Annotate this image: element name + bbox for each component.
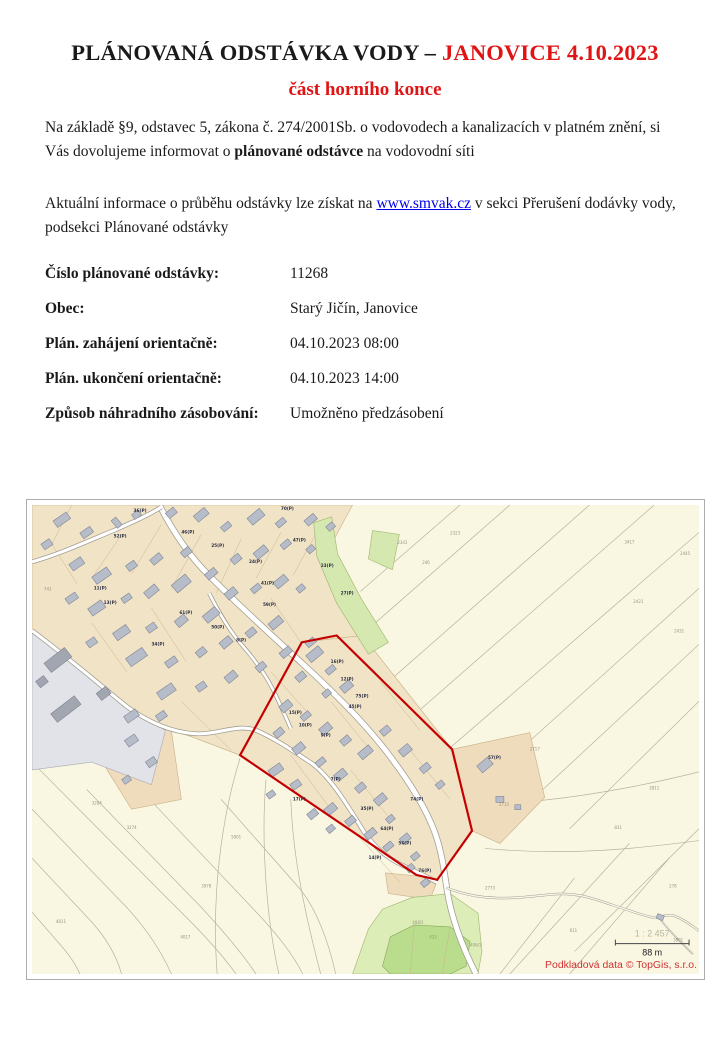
map-attribution: Podkladová data © TopGis, s.r.o.: [545, 960, 698, 972]
detail-value: 04.10.2023 14:00: [290, 370, 399, 387]
house-number-label: 8(P): [236, 638, 247, 644]
intro-text: Na základě §9, odstavec 5, zákona č. 274/2001Sb. o vodovodech a kanalizacích v platném znění, si Vás dovolujeme informovat o: [45, 119, 661, 160]
info-text: Aktuální informace o průběhu odstávky lze získat na: [45, 195, 377, 212]
house-number-label: 61(P): [179, 610, 193, 616]
house-number-label: 70(P): [280, 506, 294, 512]
detail-row-substitute-supply: [45, 403, 685, 424]
house-number-label: 13(P): [103, 601, 117, 607]
parcel-number-label: 4017: [180, 934, 191, 940]
info-text-after: v sekci Přerušení dodávky vody, podsekci Plánované odstávky: [45, 195, 676, 236]
outage-map: [26, 499, 705, 980]
detail-value: 11268: [290, 265, 329, 282]
detail-row-end: [45, 368, 685, 389]
house-number-label: 36(P): [133, 508, 147, 514]
house-number-label: 15(P): [288, 711, 302, 716]
detail-value: Umožněno předzásobení: [290, 405, 444, 422]
house-number-label: 16(P): [330, 659, 344, 665]
house-number-label: 23(P): [320, 563, 334, 569]
parcel-number-label: 3978: [201, 883, 212, 889]
house-number-label: 34(P): [151, 642, 165, 648]
parcel-number-label: 3417: [624, 539, 635, 545]
notice-document: [0, 40, 725, 424]
house-number-label: 12(P): [340, 677, 354, 683]
house-number-label: 75(P): [355, 694, 369, 700]
scale-ratio-label: 1 : 2 457: [634, 928, 670, 939]
info-paragraph: [45, 192, 685, 240]
parcel-number-label: 3801: [673, 937, 684, 943]
house-number-label: 46(P): [181, 530, 195, 536]
detail-label: Plán. ukončení orientačně:: [45, 370, 222, 387]
page-subtitle: část horního konce: [288, 79, 442, 100]
house-number-label: 7(P): [330, 777, 341, 783]
parcel-number-label: 2445: [680, 551, 691, 557]
intro-text-after: na vodovodní síti: [363, 143, 475, 160]
house-number-label: 35(P): [360, 807, 374, 813]
page-title: [45, 40, 685, 66]
parcel-number-label: 2323: [450, 530, 461, 536]
house-number-label: 10(P): [298, 723, 312, 729]
detail-row-start: [45, 333, 685, 354]
parcel-number-label: 3274: [126, 824, 137, 830]
parcel-number-label: 433: [429, 934, 437, 940]
parcel-number-label: 611: [569, 927, 578, 933]
parcel-number-label: 2717: [529, 746, 540, 752]
parcel-number-label: 2715: [498, 802, 510, 808]
house-number-label: 17(P): [292, 797, 306, 803]
house-number-label: 11(P): [93, 586, 107, 592]
smvak-link[interactable]: www.smvak.cz: [376, 195, 471, 212]
parcel-number-label: 2431: [674, 628, 685, 634]
house-number-label: 74(P): [410, 797, 424, 803]
house-number-label: 9(P): [320, 733, 331, 739]
intro-bold-phrase: plánované odstávce: [234, 143, 364, 160]
detail-label: Obec:: [45, 300, 85, 317]
cadastral-map-image: [32, 505, 699, 974]
house-number-label: 57(P): [487, 756, 501, 762]
outage-details: [45, 263, 685, 424]
parcel-number-label: 4811: [55, 919, 66, 924]
parcel-number-label: 3284: [91, 800, 102, 806]
parcel-number-label: 408/1: [412, 919, 424, 925]
parcel-number-label: 2421: [633, 599, 644, 605]
house-number-label: 52(P): [113, 534, 127, 540]
intro-paragraph: [45, 116, 685, 164]
house-number-label: 24(P): [249, 559, 263, 565]
building: [515, 805, 521, 810]
parcel-number-label: 278: [669, 883, 677, 889]
title-red-part: JANOVICE 4.10.2023: [441, 40, 659, 65]
scale-distance-label: 88 m: [642, 947, 663, 958]
house-number-label: 25(P): [211, 544, 225, 550]
house-number-label: 64(P): [380, 826, 394, 832]
detail-label: Plán. zahájení orientačně:: [45, 335, 218, 352]
parcel-number-label: 2773: [484, 885, 496, 891]
house-number-label: 76(P): [418, 868, 432, 874]
detail-label: Způsob náhradního zásobování:: [45, 405, 259, 422]
house-number-label: 59(P): [262, 603, 276, 609]
house-number-label: 47(P): [292, 538, 306, 544]
parcel-number-label: 741: [43, 586, 52, 592]
title-black-part: PLÁNOVANÁ ODSTÁVKA VODY –: [71, 40, 442, 65]
house-number-label: 27(P): [340, 591, 354, 597]
parcel-number-label: 406/1: [470, 942, 482, 948]
parcel-number-label: 2811: [649, 785, 660, 791]
detail-value: Starý Jičín, Janovice: [290, 300, 418, 317]
house-number-label: 41(P): [260, 581, 274, 587]
parcel-number-label: 2343: [397, 540, 408, 546]
parcel-number-label: 246: [422, 559, 430, 565]
house-number-label: 14(P): [368, 856, 382, 862]
house-number-label: 56(P): [398, 841, 412, 847]
house-number-label: 45(P): [348, 705, 362, 711]
house-number-label: 50(P): [211, 625, 225, 631]
parcel-number-label: 831: [614, 824, 622, 830]
detail-row-number: [45, 263, 685, 284]
parcel-number-label: 5901: [231, 834, 242, 840]
detail-label: Číslo plánované odstávky:: [45, 265, 219, 282]
detail-value: 04.10.2023 08:00: [290, 335, 399, 352]
detail-row-municipality: [45, 298, 685, 319]
